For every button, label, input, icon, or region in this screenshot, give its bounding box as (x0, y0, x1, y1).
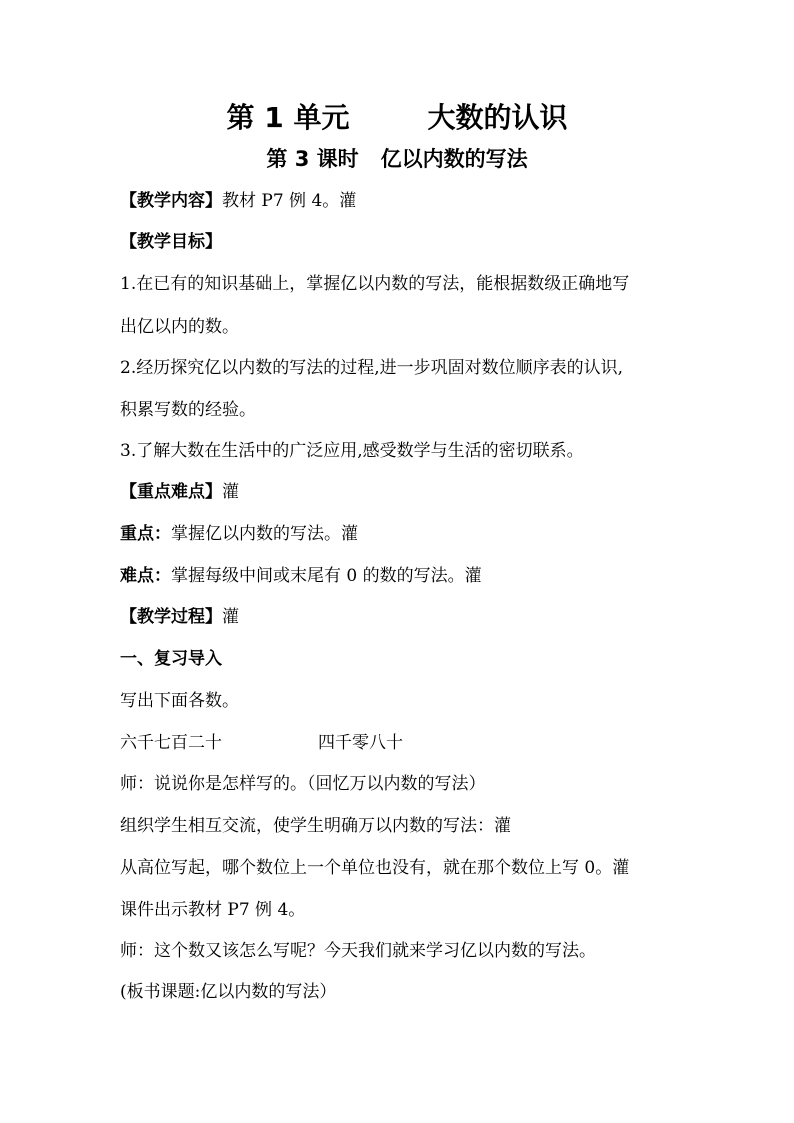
difficult-point-line (120, 563, 690, 589)
number-exercises (120, 730, 690, 756)
lesson-title: 第 3 课时 亿以内数的写法 (266, 147, 528, 171)
goal-2-line-1: 2.经历探究亿以内数的写法的过程,进一步巩固对数位顺序表的认识, (120, 358, 624, 378)
difficult-point-text: 掌握每级中间或末尾有 0 的数的写法。灌 (171, 566, 482, 586)
key-points-label-tail: 灌 (222, 482, 239, 502)
paragraph-teacher-2: 师：这个数又该怎么写呢？今天我们就来学习亿以内数的写法。 (120, 941, 596, 961)
paragraph-discussion: 组织学生相互交流，使学生明确万以内数的写法：灌 (120, 816, 511, 836)
number-a: 六千七百二十 (120, 733, 222, 753)
teaching-content-text: 教材 P7 例 4。灌 (222, 191, 357, 211)
paragraph-courseware: 课件出示教材 P7 例 4。 (120, 900, 306, 920)
paragraph-write-numbers: 写出下面各数。 (120, 691, 239, 711)
key-point-text: 掌握亿以内数的写法。灌 (171, 524, 358, 544)
teaching-process-label: 【教学过程】 (120, 607, 222, 627)
difficult-point-label: 难点： (120, 566, 171, 586)
paragraph-board-title: (板书课题:亿以内数的写法） (120, 982, 337, 1002)
goal-2-line-2: 积累写数的经验。 (120, 400, 256, 420)
key-point-line (120, 521, 690, 547)
goal-1-line-1: 1.在已有的知识基础上，掌握亿以内数的写法，能根据数级正确地写 (120, 274, 630, 294)
key-points-heading (120, 479, 690, 505)
teaching-goals-label: 【教学目标】 (120, 232, 222, 252)
number-b: 四千零八十 (318, 733, 403, 753)
paragraph-teacher-1: 师：说说你是怎样写的。（回忆万以内数的写法） (120, 774, 486, 794)
key-point-label: 重点： (120, 524, 171, 544)
key-points-label: 【重点难点】 (120, 482, 222, 502)
paragraph-rule: 从高位写起，哪个数位上一个单位也没有，就在那个数位上写 0。灌 (120, 858, 630, 878)
teaching-content-label: 【教学内容】 (120, 191, 222, 211)
section-review-intro: 一、复习导入 (120, 649, 222, 669)
unit-title: 第 1 单元 大数的认识 (226, 101, 568, 134)
goal-3: 3.了解大数在生活中的广泛应用,感受数学与生活的密切联系。 (120, 441, 584, 461)
teaching-process-label-tail: 灌 (222, 607, 239, 627)
teaching-process-heading (120, 604, 690, 630)
teaching-content-line (120, 188, 690, 214)
goal-1-line-2: 出亿以内的数。 (120, 317, 239, 337)
